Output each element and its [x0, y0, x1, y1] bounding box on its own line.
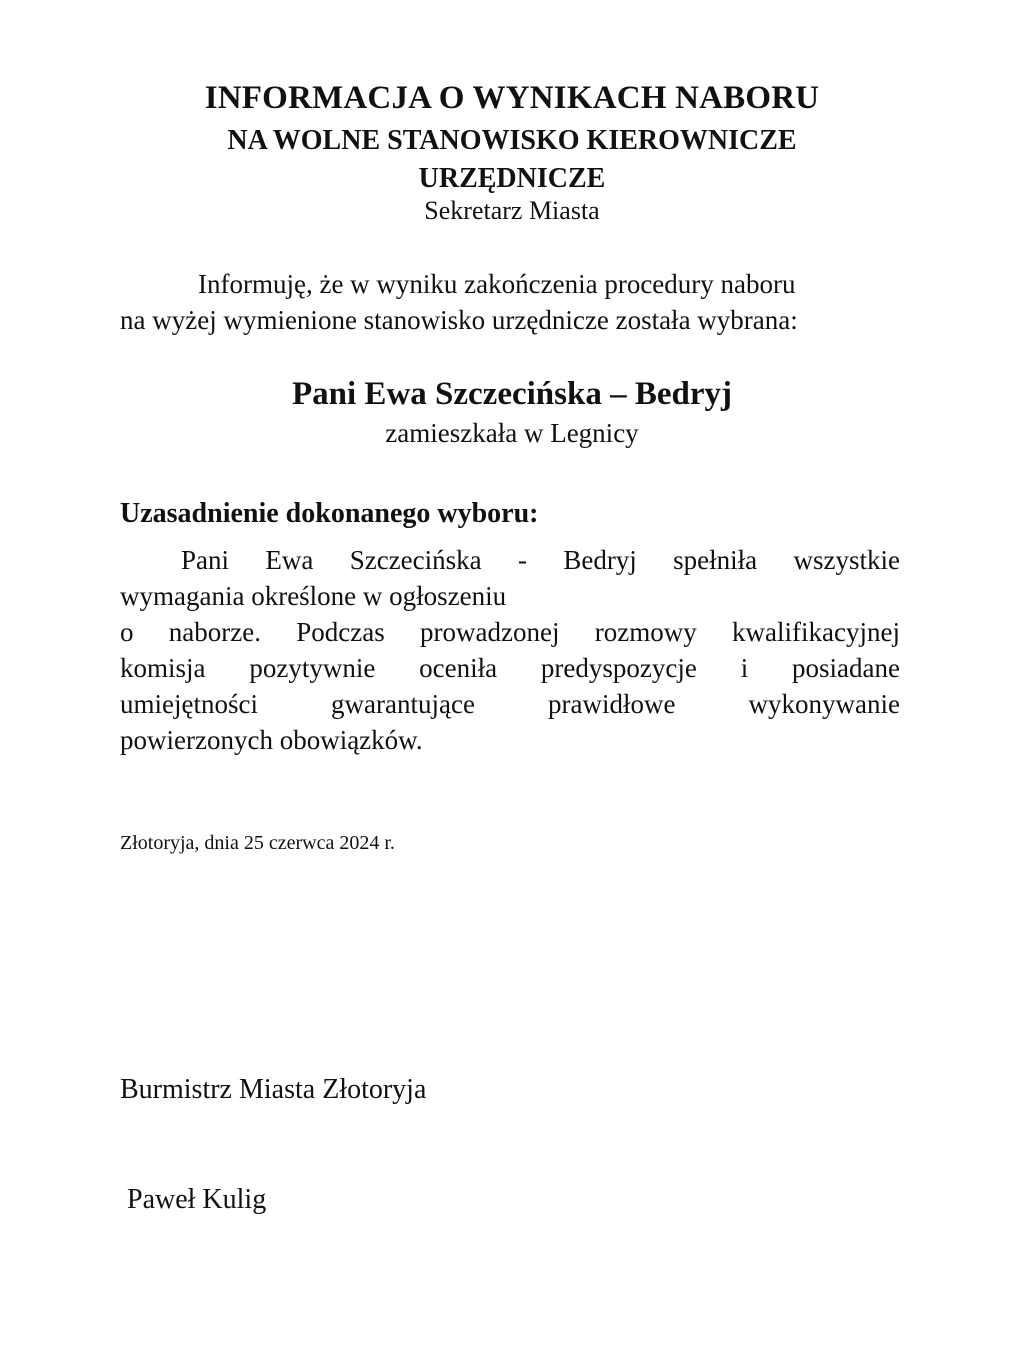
selected-candidate-name: Pani Ewa Szczecińska – Bedryj [292, 376, 732, 412]
signer-title: Burmistrz Miasta Złotoryja [120, 1074, 427, 1105]
justification-line: umiejętności gwarantujące prawidłowe wykonywanie [120, 689, 900, 719]
position-name: Sekretarz Miasta [424, 196, 600, 225]
place-and-date: Złotoryja, dnia 25 czerwca 2024 r. [120, 832, 395, 854]
justification-line: komisja pozytywnie oceniła predyspozycje i posiadane [120, 653, 900, 683]
justification-heading: Uzasadnienie dokonanego wyboru: [120, 498, 539, 529]
signer-name: Paweł Kulig [127, 1184, 267, 1215]
justification-line: o naborze. Podczas prowadzonej rozmowy kwalifikacyjnej [120, 617, 900, 647]
selected-candidate-residence: zamieszkała w Legnicy [385, 418, 639, 448]
justification-line: wymagania określone w ogłoszeniu [120, 581, 507, 611]
intro-line-1: Informuję, że w wyniku zakończenia procedury naboru [198, 269, 796, 299]
intro-line-2: na wyżej wymienione stanowisko urzędnicze została wybrana: [120, 305, 798, 335]
document-subtitle-line-2: URZĘDNICZE [418, 163, 606, 194]
justification-line: powierzonych obowiązków. [120, 725, 423, 755]
document-subtitle-line-1: NA WOLNE STANOWISKO KIEROWNICZE [227, 125, 797, 156]
justification-line: Pani Ewa Szczecińska - Bedryj spełniła wszystkie [181, 545, 900, 575]
document-title: INFORMACJA O WYNIKACH NABORU [204, 80, 820, 116]
